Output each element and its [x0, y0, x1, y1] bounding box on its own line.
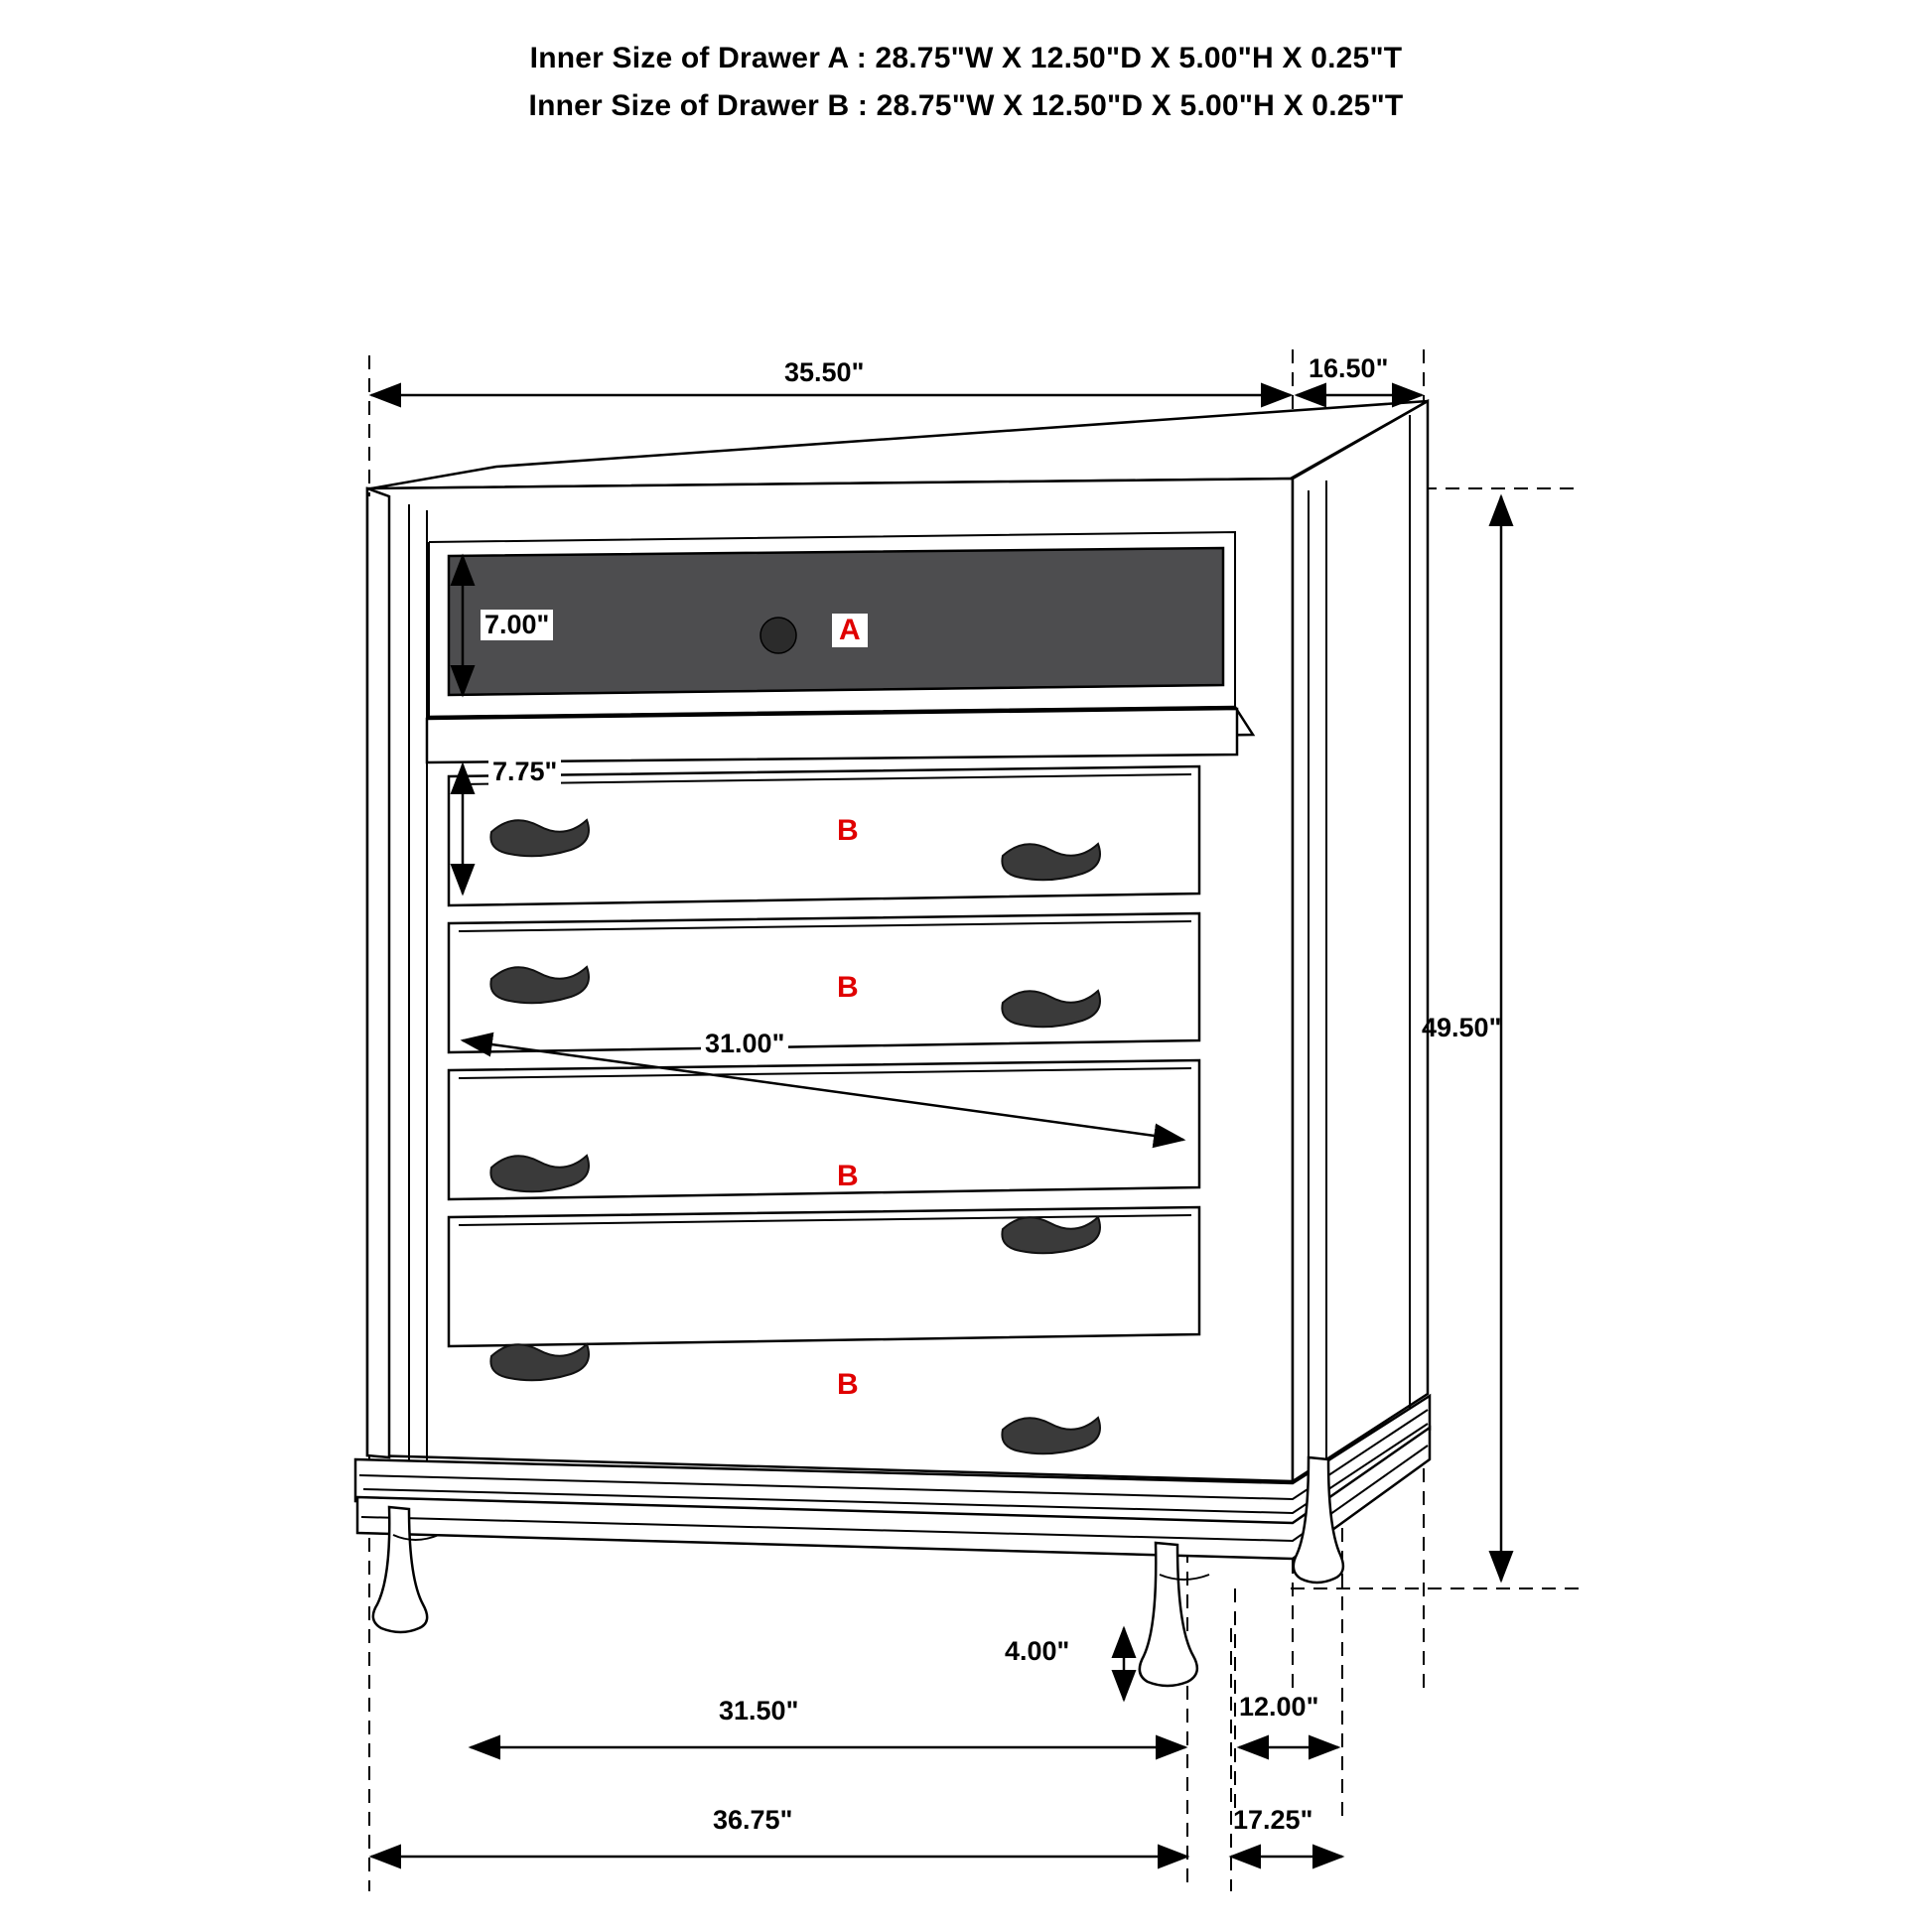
- dim-base-outer-depth: 17.25": [1233, 1805, 1313, 1835]
- dim-base-outer-width: 36.75": [713, 1805, 793, 1835]
- dim-overall-height: 49.50": [1422, 1013, 1502, 1042]
- drawer-label-b-2: B: [837, 971, 859, 1004]
- dim-leg-height: 4.00": [1005, 1636, 1070, 1666]
- drawer-label-b-4: B: [837, 1368, 859, 1401]
- drawer-label-a: A: [832, 614, 868, 647]
- dim-drawer-b-height: 7.75": [488, 757, 561, 787]
- drawer-label-b-1: B: [837, 814, 859, 847]
- header-line-1: Inner Size of Drawer A : 28.75"W X 12.50"D X 5.00"H X 0.25"T: [529, 42, 1403, 74]
- header-line-2: Inner Size of Drawer B : 28.75"W X 12.50"D X 5.00"H X 0.25"T: [528, 89, 1404, 122]
- dim-drawer-a-height: 7.00": [481, 610, 553, 640]
- dim-drawer-front-width: 31.00": [701, 1029, 788, 1059]
- dim-top-depth: 16.50": [1309, 353, 1389, 383]
- dim-base-inner-depth: 12.00": [1239, 1692, 1319, 1722]
- dim-top-width: 35.50": [784, 357, 865, 387]
- drawer-label-b-3: B: [837, 1160, 859, 1192]
- dim-base-inner-width: 31.50": [719, 1696, 799, 1725]
